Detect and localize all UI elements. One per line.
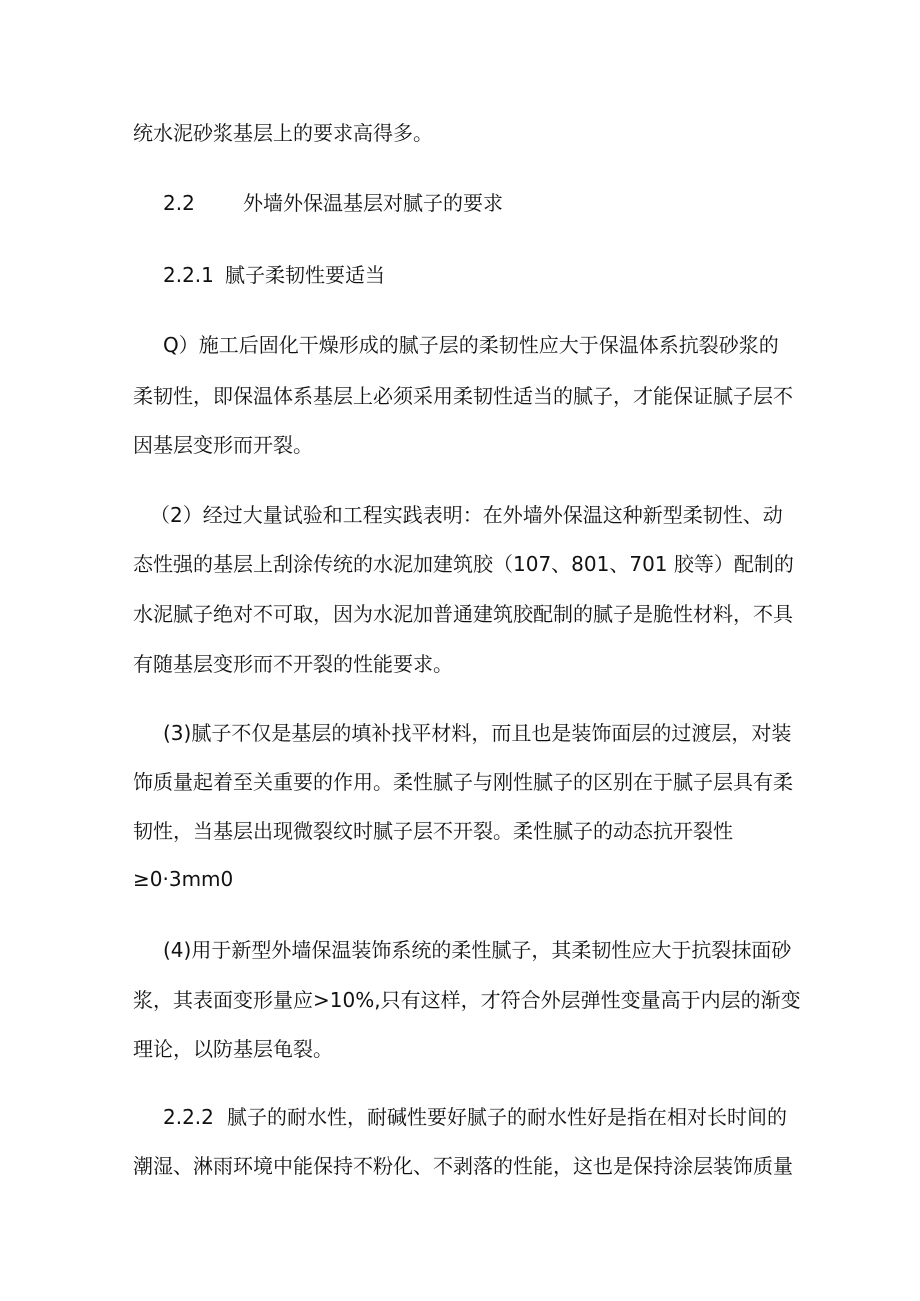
section-2-2-1-heading <box>163 262 385 288</box>
para-3-line-3: 韧性，当基层出现微裂纹时腻子层不开裂。柔性腻子的动态抗开裂性 <box>133 819 733 843</box>
section-2-2-number: 2.2 <box>163 191 195 215</box>
para-q-line-2: 柔韧性，即保温体系基层上必须采用柔韧性适当的腻子，才能保证腻子层不 <box>133 384 793 408</box>
para-3-line-2: 饰质量起着至关重要的作用。柔性腻子与刚性腻子的区别在于腻子层具有柔 <box>133 770 793 794</box>
para-2-line-3: 水泥腻子绝对不可取，因为水泥加普通建筑胶配制的腻子是脆性材料，不具 <box>133 602 793 626</box>
para-4-line-3: 理论，以防基层龟裂。 <box>133 1037 333 1061</box>
section-2-2-2-line-1 <box>163 1104 787 1130</box>
para-2-line-1: （2）经过大量试验和工程实践表明：在外墙外保温这种新型柔韧性、动 <box>150 503 783 527</box>
section-2-2-2-text: 腻子的耐水性，耐碱性要好腻子的耐水性好是指在相对长时间的 <box>227 1105 787 1129</box>
para-4-line-1: (4)用于新型外墙保温装饰系统的柔性腻子，其柔韧性应大于抗裂抹面砂 <box>163 938 792 962</box>
para-4-line-2: 浆，其表面变形量应>10%,只有这样，才符合外层弹性变量高于内层的渐变 <box>133 988 801 1012</box>
para-q-line-1: Q）施工后固化干燥形成的腻子层的柔韧性应大于保温体系抗裂砂浆的 <box>163 333 779 357</box>
para-q-line-3: 因基层变形而开裂。 <box>133 433 313 457</box>
section-2-2-1-number: 2.2.1 <box>163 263 214 287</box>
para-2-line-4: 有随基层变形而不开裂的性能要求。 <box>133 652 453 676</box>
para-3-line-1: (3)腻子不仅是基层的填补找平材料，而且也是装饰面层的过渡层，对装 <box>163 721 792 745</box>
para-2-line-2: 态性强的基层上刮涂传统的水泥加建筑胶（107、801、701 胶等）配制的 <box>133 552 794 576</box>
section-2-2-1-title: 腻子柔韧性要适当 <box>225 263 385 287</box>
para-3-line-4: ≥0·3mm0 <box>133 867 234 891</box>
section-2-2-2-line-2: 潮湿、淋雨环境中能保持不粉化、不剥落的性能，这也是保持涂层装饰质量 <box>133 1154 793 1178</box>
section-2-2-2-number: 2.2.2 <box>163 1105 214 1129</box>
section-2-2-heading <box>163 190 503 216</box>
section-2-2-title: 外墙外保温基层对腻子的要求 <box>243 191 503 215</box>
continuation-line: 统水泥砂浆基层上的要求高得多。 <box>133 121 433 145</box>
